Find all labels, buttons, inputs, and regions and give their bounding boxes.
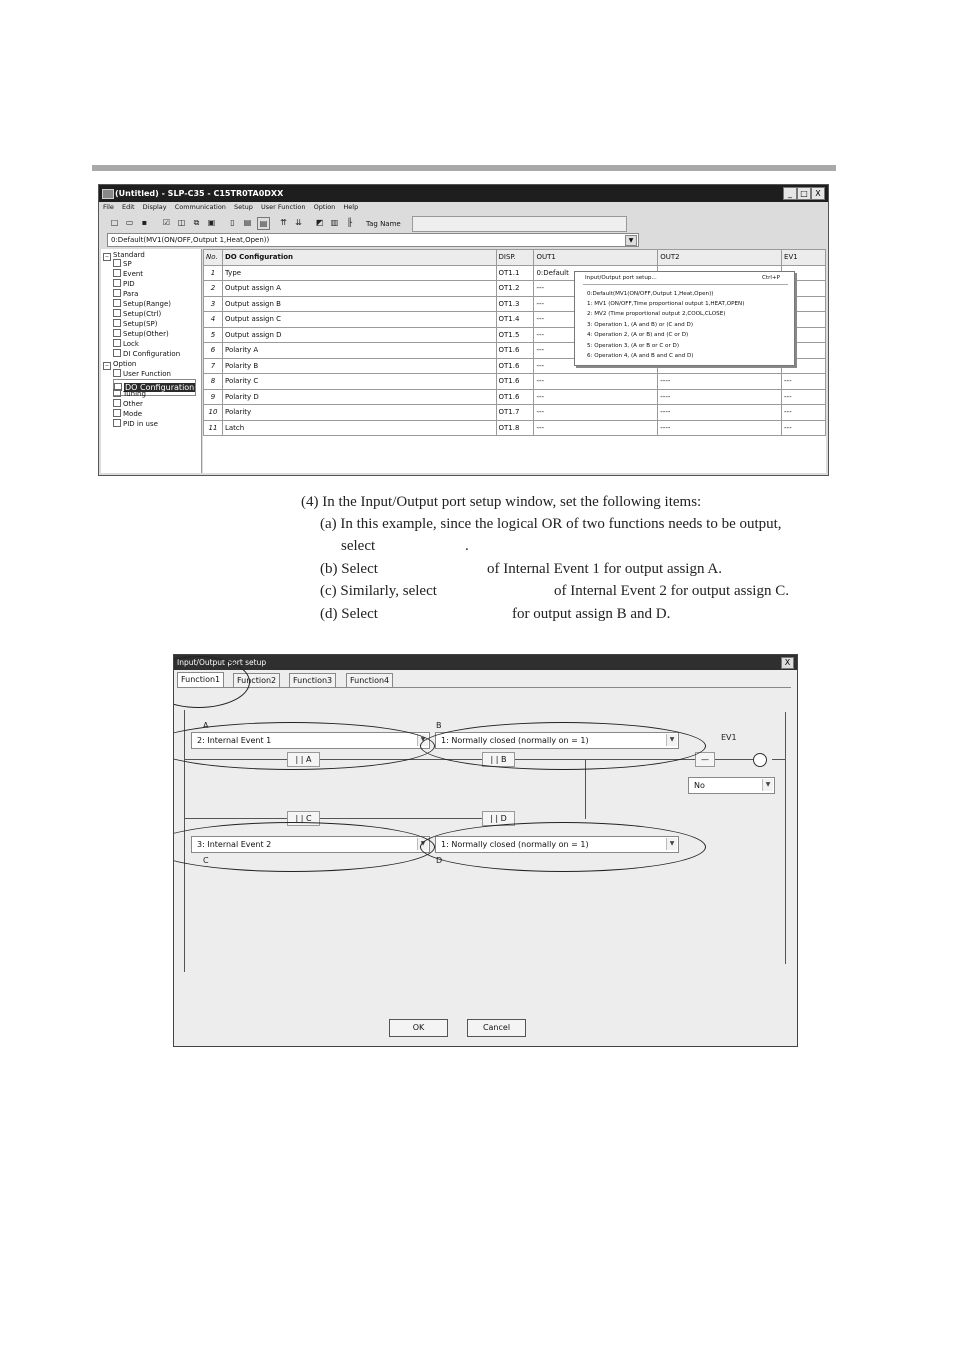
page-icon <box>113 419 121 427</box>
row-disp: OT1.7 <box>496 405 534 421</box>
tab-function4[interactable]: Function4 <box>346 673 393 688</box>
copy-icon[interactable]: ⧉ <box>193 218 200 227</box>
row-out1-cell[interactable]: --- <box>534 405 658 421</box>
page-icon <box>113 399 121 407</box>
tree-label: Setup(Ctrl) <box>123 310 162 318</box>
output-type-popup-menu <box>574 271 795 366</box>
row-disp: OT1.2 <box>496 281 534 297</box>
instruction-a-period: . <box>465 538 469 554</box>
row-number: 11 <box>204 420 223 436</box>
select-value: 1: Normally closed (normally on = 1) <box>441 840 589 849</box>
chevron-down-icon[interactable]: ▼ <box>666 734 677 746</box>
document-list-icon[interactable]: ▤ <box>243 218 252 227</box>
row-out2-cell[interactable]: ---- <box>658 389 782 405</box>
menu-item-type-3[interactable]: 3: Operation 1, (A and B) or (C and D) <box>587 322 693 328</box>
paste-icon[interactable]: ▣ <box>207 218 216 227</box>
menu-file[interactable]: File <box>103 203 114 211</box>
select-value: 1: Normally closed (normally on = 1) <box>441 736 589 745</box>
instruction-d-rest: for output assign B and D. <box>512 606 671 622</box>
tab-function2[interactable]: Function2 <box>233 673 280 688</box>
row-out2-cell[interactable]: ---- <box>658 374 782 390</box>
toolbar <box>99 214 828 234</box>
config-select-value: 0:Default(MV1(ON/OFF,Output 1,Heat,Open)) <box>111 236 270 244</box>
row-disp: OT1.6 <box>496 374 534 390</box>
row-out2-cell[interactable]: ---- <box>658 420 782 436</box>
menu-option[interactable]: Option <box>313 203 336 211</box>
instruction-d-select: (d) Select <box>320 606 378 622</box>
output-label-ev1: EV1 <box>721 733 737 742</box>
page-icon <box>113 269 121 277</box>
section-rule <box>92 165 836 171</box>
folder-open-icon: − <box>104 363 110 369</box>
highlight-oval-b <box>420 722 706 770</box>
dialog-close-button[interactable]: X <box>781 657 794 669</box>
chevron-down-icon[interactable]: ▼ <box>762 779 773 791</box>
menu-item-type-4[interactable]: 4: Operation 2, (A or B) and (C or D) <box>587 332 689 338</box>
tree-label: User Function <box>123 370 171 378</box>
row-out2-cell[interactable]: ---- <box>658 405 782 421</box>
row-item: Output assign B <box>222 296 496 312</box>
row-number: 9 <box>204 389 223 405</box>
menu-item-type-6[interactable]: 6: Operation 4, (A and B and C and D) <box>587 353 694 359</box>
tree-item-sp[interactable] <box>113 259 132 269</box>
tree-item-setup-sp[interactable] <box>113 319 158 329</box>
label-a: A <box>203 721 209 730</box>
page-icon <box>113 279 121 287</box>
row-disp: OT1.8 <box>496 420 534 436</box>
document-icon[interactable]: ▯ <box>230 218 235 227</box>
row-number: 10 <box>204 405 223 421</box>
row-item: Polarity <box>222 405 496 421</box>
tree-item-other[interactable] <box>113 399 143 409</box>
row-item: Latch <box>222 420 496 436</box>
download-icon[interactable]: ⇊ <box>295 218 302 227</box>
row-out1-cell[interactable]: 0:Default <box>534 265 658 281</box>
page-icon <box>113 409 121 417</box>
row-ev1-cell[interactable]: --- <box>782 389 826 405</box>
tag-name-input[interactable] <box>412 216 627 232</box>
page-icon <box>113 349 121 357</box>
table-row[interactable] <box>204 389 826 405</box>
menu-item-type-1[interactable]: 1: MV1 (ON/OFF,Time proportional output 1,HEAT,OPEN) <box>587 301 745 307</box>
tab-function1[interactable]: Function1 <box>177 672 224 688</box>
row-item: Polarity B <box>222 358 496 374</box>
menu-item-type-0[interactable]: 0:Default(MV1(ON/OFF,Output 1,Heat,Open)) <box>587 291 714 297</box>
main-window <box>98 184 829 476</box>
tree-label: Standard <box>113 251 145 259</box>
page-icon <box>113 319 121 327</box>
row-ev1-cell[interactable]: --- <box>782 374 826 390</box>
row-disp: OT1.1 <box>496 265 534 281</box>
row-out1-cell[interactable]: --- <box>534 358 658 374</box>
row-disp: OT1.6 <box>496 358 534 374</box>
row-item: Output assign A <box>222 281 496 297</box>
tree-label: DI Configuration <box>123 350 181 358</box>
row-disp: OT1.3 <box>496 296 534 312</box>
row-item: Polarity D <box>222 389 496 405</box>
tree-label: Mode <box>123 410 143 418</box>
tree-label: DO Configuration <box>125 383 195 392</box>
upload-icon[interactable]: ⇈ <box>280 218 287 227</box>
ok-button[interactable]: OK <box>389 1019 448 1037</box>
row-number: 5 <box>204 327 223 343</box>
menu-edit[interactable]: Edit <box>121 203 135 211</box>
page-icon <box>113 389 121 397</box>
tree-label: Tuning <box>123 390 146 398</box>
column-header: OUT2 <box>658 250 782 266</box>
table-row[interactable] <box>204 420 826 436</box>
output-coil <box>753 753 767 767</box>
row-number: 6 <box>204 343 223 359</box>
chevron-down-icon[interactable]: ▼ <box>417 734 428 746</box>
row-item: Output assign D <box>222 327 496 343</box>
column-header: DO Configuration <box>222 250 496 266</box>
page-icon <box>113 309 121 317</box>
row-item: Type <box>222 265 496 281</box>
tree-label: Setup(Other) <box>123 330 169 338</box>
row-item: Polarity A <box>222 343 496 359</box>
label-d: D <box>436 856 443 865</box>
row-out1-cell[interactable]: --- <box>534 296 658 312</box>
title-bar <box>99 185 828 202</box>
label-b: B <box>436 721 442 730</box>
latch-contact[interactable]: — <box>695 752 715 767</box>
window-title: (Untitled) - SLP-C35 - C15TR0TA0DXX <box>115 189 284 198</box>
row-number: 3 <box>204 296 223 312</box>
tree-label: Setup(SP) <box>123 320 158 328</box>
tree-label: Lock <box>123 340 139 348</box>
menu-display[interactable]: Display <box>142 203 167 211</box>
tree-label: Other <box>123 400 143 408</box>
tree-label: PID <box>123 280 135 288</box>
maximize-button[interactable]: □ <box>797 187 811 200</box>
column-header: OUT1 <box>534 250 658 266</box>
tree-item-tuning[interactable] <box>113 389 146 399</box>
menu-item-type-5[interactable]: 5: Operation 3, (A or B or C or D) <box>587 343 680 349</box>
chart-icon[interactable]: ╟ <box>347 218 352 227</box>
settings-tree <box>101 249 202 473</box>
io-port-setup-dialog <box>173 654 798 1047</box>
contact-a[interactable]: | | A <box>287 752 320 767</box>
tree-item-setup-other[interactable] <box>113 329 169 339</box>
tree-label: PID in use <box>123 420 158 428</box>
monitor-icon[interactable]: ▥ <box>330 218 339 227</box>
instruction-c-rest: of Internal Event 2 for output assign C. <box>554 583 789 599</box>
row-out1-cell[interactable]: --- <box>534 389 658 405</box>
folder-open-icon: − <box>104 254 110 260</box>
table-header-row <box>204 250 826 266</box>
select-value: No <box>694 781 705 790</box>
table-row[interactable] <box>204 374 826 390</box>
row-out1-cell[interactable]: --- <box>534 327 658 343</box>
close-button[interactable]: X <box>811 187 825 200</box>
tree-item-setup-ctrl[interactable] <box>113 309 161 319</box>
menu-divider <box>583 284 788 285</box>
check-icon[interactable]: ☑ <box>162 218 171 227</box>
shortcut-label: Ctrl+P <box>762 275 781 281</box>
row-number: 8 <box>204 374 223 390</box>
row-out1-cell[interactable]: --- <box>534 420 658 436</box>
tree-label: Option <box>113 360 137 368</box>
chevron-down-icon[interactable]: ▼ <box>666 838 677 850</box>
column-header: EV1 <box>782 250 826 266</box>
select-value: 3: Internal Event 2 <box>197 840 272 849</box>
page-icon <box>113 299 121 307</box>
table-row[interactable] <box>204 405 826 421</box>
instruction-step-4: (4) In the Input/Output port setup window, set the following items: <box>301 494 702 510</box>
page-icon <box>113 259 121 267</box>
instruction-a-select: select <box>341 538 376 554</box>
tree-item-di-configuration[interactable] <box>113 349 180 359</box>
tree-label: SP <box>123 260 132 268</box>
tree-label: Event <box>123 270 144 278</box>
settings-icon[interactable]: ◩ <box>315 218 324 227</box>
open-folder-icon[interactable]: ▭ <box>125 218 134 227</box>
contact-d[interactable]: | | D <box>482 811 515 826</box>
row-disp: OT1.5 <box>496 327 534 343</box>
dialog-title: Input/Output port setup <box>177 658 267 667</box>
row-number: 2 <box>204 281 223 297</box>
tree-item-lock[interactable] <box>113 339 139 349</box>
latch-select[interactable] <box>688 777 775 794</box>
contact-b[interactable]: | | B <box>482 752 515 767</box>
tab-function3[interactable]: Function3 <box>289 673 336 688</box>
highlight-oval-d <box>420 822 706 872</box>
row-out1-cell[interactable]: --- <box>534 312 658 328</box>
rung-wire-c <box>184 818 514 819</box>
tree-item-event[interactable] <box>113 269 143 279</box>
column-header: DISP. <box>496 250 534 266</box>
label-c: C <box>203 856 209 865</box>
coil-wire <box>772 759 786 760</box>
select-value: 2: Internal Event 1 <box>197 736 272 745</box>
document-active-icon[interactable]: ▤ <box>257 217 270 230</box>
row-item: Output assign C <box>222 312 496 328</box>
contact-c[interactable]: | | C <box>287 811 320 826</box>
column-header: No. <box>204 250 223 266</box>
minimize-button[interactable]: _ <box>783 187 797 200</box>
tree-item-user-function[interactable] <box>113 369 171 379</box>
tree-item-para[interactable] <box>113 289 138 299</box>
menu-item-port-setup[interactable]: Input/Output port setup... <box>585 275 657 281</box>
tag-name-label: Tag Name <box>366 220 401 228</box>
tree-item-pid-in-use[interactable] <box>113 419 158 429</box>
right-power-rail <box>785 712 786 964</box>
save-icon[interactable]: ▪ <box>141 218 148 227</box>
dialog-title-bar <box>174 655 797 670</box>
row-ev1-cell[interactable]: --- <box>782 420 826 436</box>
menu-bar <box>99 202 828 213</box>
row-out1-cell[interactable]: --- <box>534 343 658 359</box>
menu-user-function[interactable]: User Function <box>261 203 306 211</box>
page-icon <box>113 339 121 347</box>
row-out1-cell[interactable]: --- <box>534 374 658 390</box>
cancel-button[interactable]: Cancel <box>467 1019 526 1037</box>
menu-communication[interactable]: Communication <box>174 203 226 211</box>
row-number: 4 <box>204 312 223 328</box>
row-disp: OT1.4 <box>496 312 534 328</box>
page-icon <box>113 369 121 377</box>
row-disp: OT1.6 <box>496 343 534 359</box>
page-icon <box>113 289 121 297</box>
new-file-icon[interactable]: □ <box>110 218 119 227</box>
page-icon <box>113 329 121 337</box>
tree-item-mode[interactable] <box>113 409 142 419</box>
instruction-a-line1: (a) In this example, since the logical OR of two functions needs to be output, <box>320 516 782 532</box>
row-number: 7 <box>204 358 223 374</box>
tree-label: Para <box>123 290 139 298</box>
config-select[interactable] <box>107 233 639 247</box>
row-disp: OT1.6 <box>496 389 534 405</box>
menu-setup[interactable]: Setup <box>234 203 253 211</box>
tree-label: Setup(Range) <box>123 300 172 308</box>
cut-icon[interactable]: ◫ <box>177 218 186 227</box>
tree-item-pid[interactable] <box>113 279 135 289</box>
row-item: Polarity C <box>222 374 496 390</box>
row-out1-cell[interactable]: --- <box>534 281 658 297</box>
chevron-down-icon[interactable]: ▼ <box>417 838 428 850</box>
menu-item-type-2[interactable]: 2: MV2 (Time proportional output 2,COOL,CLOSE) <box>587 311 726 317</box>
row-number: 1 <box>204 265 223 281</box>
tree-item-setup-range[interactable] <box>113 299 171 309</box>
instruction-b-select: (b) Select <box>320 561 378 577</box>
row-ev1-cell[interactable]: --- <box>782 405 826 421</box>
instruction-c-select: (c) Similarly, select <box>320 583 437 599</box>
instruction-b-rest: of Internal Event 1 for output assign A. <box>487 561 722 577</box>
app-icon <box>102 189 114 199</box>
chevron-down-icon[interactable]: ▼ <box>625 235 637 246</box>
menu-help[interactable]: Help <box>343 203 359 211</box>
